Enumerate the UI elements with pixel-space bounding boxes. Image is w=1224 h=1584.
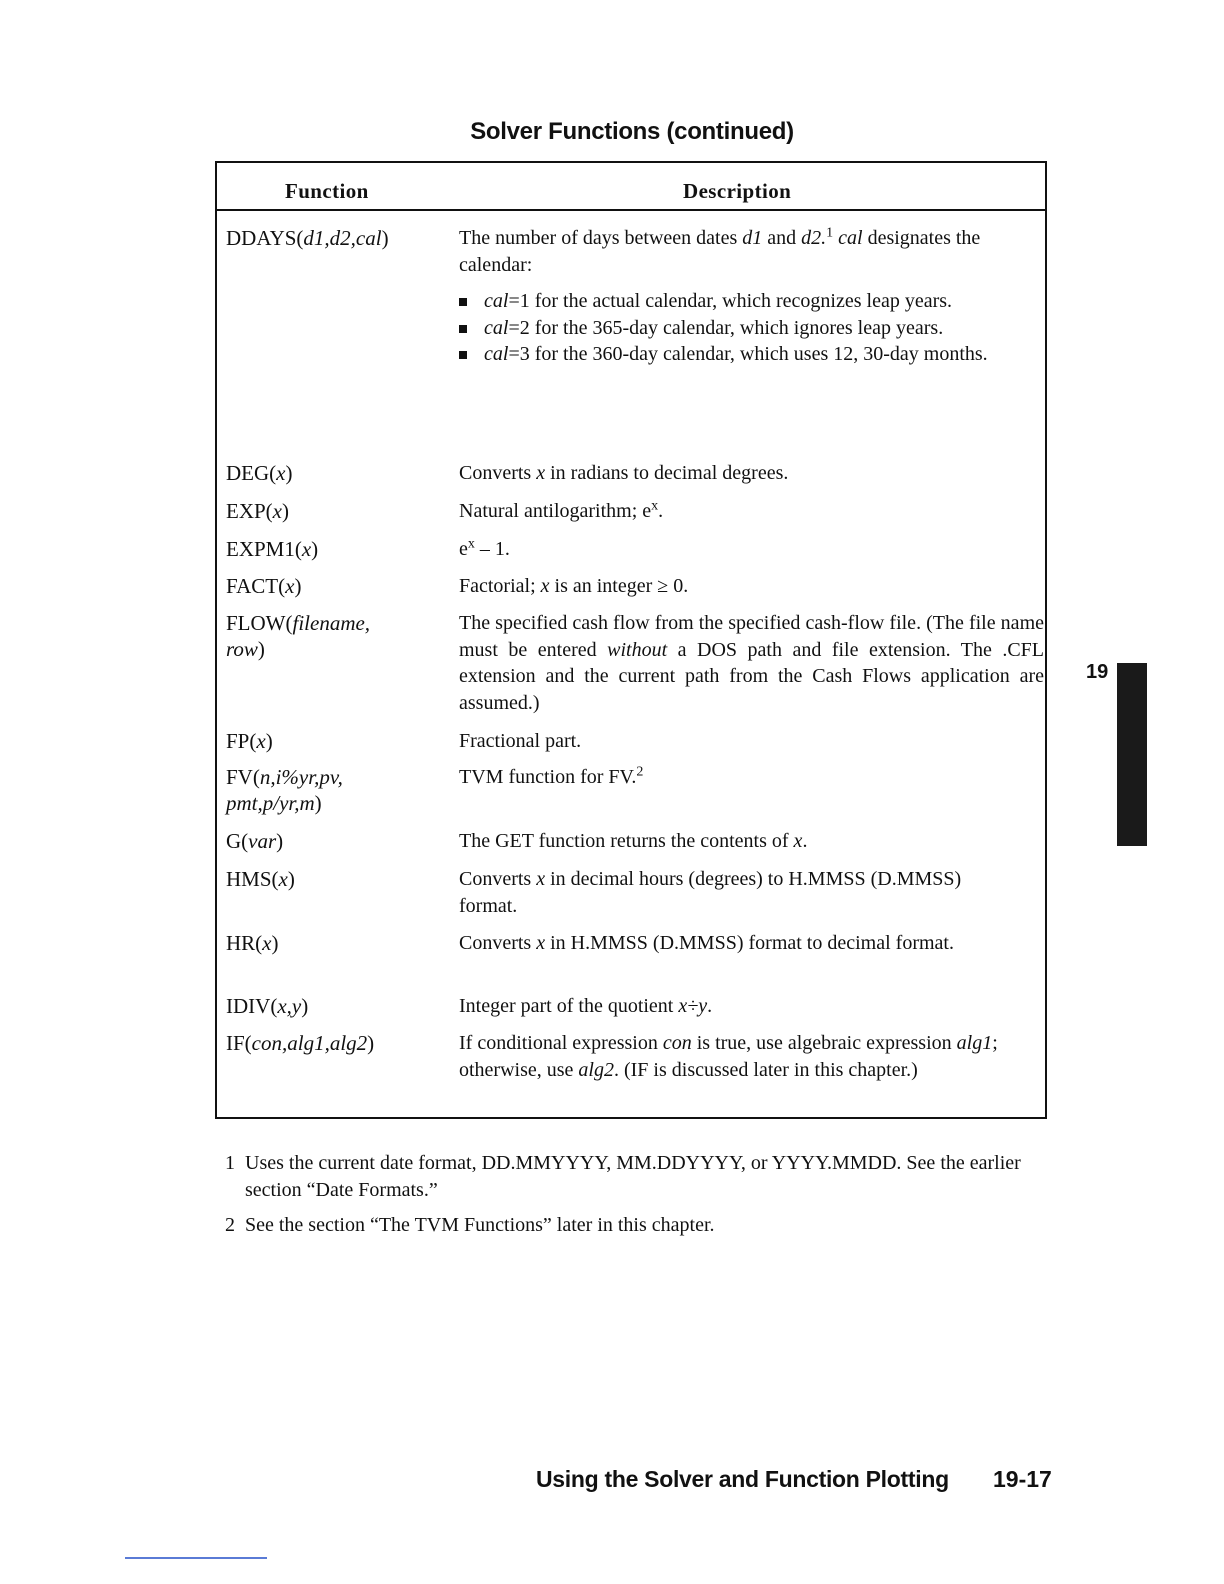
list-item (459, 315, 1044, 342)
description-cell (459, 764, 1044, 791)
function-args: con,alg1,alg2 (251, 1031, 368, 1055)
description-text: Natural antilogarithm; e (459, 500, 652, 522)
function-cell (226, 460, 292, 486)
function-args: x (276, 461, 286, 485)
list-item-text: =3 for the 360-day calendar, which uses 12, 30-day months. (508, 343, 988, 365)
function-name: HR( (226, 931, 263, 955)
exponent: x (651, 498, 659, 514)
description-var: cal (484, 316, 509, 339)
function-args: x (278, 867, 288, 891)
function-name: IDIV( (226, 994, 278, 1018)
functions-table (215, 161, 1047, 1119)
scan-underline-mark (125, 1557, 267, 1559)
function-cell (226, 764, 343, 816)
description-var: x÷y (678, 995, 708, 1017)
table-header (217, 163, 1045, 211)
function-cell (226, 930, 279, 956)
function-close: ) (271, 931, 279, 955)
function-cell (226, 536, 318, 562)
exponent: x (467, 536, 475, 552)
description-text: in radians to decimal degrees. (550, 462, 789, 484)
description-cell (459, 573, 1044, 600)
description-text: Converts (459, 462, 532, 484)
bullet-square-icon (459, 298, 467, 306)
list-item (459, 341, 1044, 368)
function-name: FP( (226, 729, 257, 753)
footnote (225, 1212, 1045, 1239)
description-cell (459, 225, 1044, 368)
list-item (459, 288, 1044, 315)
function-name: G( (226, 829, 249, 853)
description-var: cal (484, 343, 509, 365)
description-cell (459, 993, 1044, 1020)
description-text: – 1. (479, 538, 510, 560)
description-emphasis: without (607, 638, 668, 661)
description-text: designates the calendar: (459, 227, 981, 276)
function-close: ) (367, 1031, 375, 1055)
footer-title: Using the Solver and Function Plotting (536, 1466, 949, 1492)
description-var: x (536, 868, 546, 890)
function-cell (226, 828, 283, 854)
footnote-ref: 1 (826, 225, 834, 241)
function-close: ) (301, 994, 309, 1018)
description-var: cal (838, 227, 863, 249)
function-close: ) (282, 499, 289, 523)
function-cell (226, 498, 289, 524)
function-close: ) (285, 461, 293, 485)
function-cell (226, 866, 295, 892)
function-args: var (248, 829, 277, 853)
chapter-tab-bar (1117, 663, 1147, 846)
description-text: is an integer ≥ 0. (554, 575, 689, 597)
description-cell (459, 930, 1019, 957)
description-text: The specified cash flow from the specified cash-flow file. (The file name must be entered (459, 612, 1044, 661)
header-description: Description (683, 179, 792, 203)
function-args: x,y (277, 994, 302, 1018)
function-name: FV( (226, 765, 260, 789)
function-args: filename, (292, 611, 371, 635)
description-text: The number of days between dates (459, 227, 738, 249)
description-var: x (536, 932, 546, 954)
description-text: TVM function for FV. (459, 766, 637, 788)
description-cell (459, 728, 1044, 755)
description-cell (459, 828, 1044, 855)
bullet-square-icon (459, 351, 467, 359)
calendar-options-list (459, 288, 1044, 368)
function-args: x (272, 499, 282, 523)
description-text: in decimal hours (degrees) to H.MMSS (D.MMSS) format. (459, 868, 962, 917)
description-cell (459, 1030, 1019, 1083)
footnote-number: 2 (225, 1214, 235, 1236)
description-cell (459, 460, 1044, 487)
list-item-text: =1 for the actual calendar, which recognizes leap years. (508, 290, 953, 312)
description-text: . (707, 995, 713, 1017)
footnote-text: See the section “The TVM Functions” later in this chapter. (245, 1214, 715, 1236)
footnotes (225, 1150, 1045, 1247)
description-var: con (662, 1032, 692, 1054)
description-text: . (802, 830, 808, 852)
description-text: is true, use algebraic expression (696, 1032, 952, 1054)
bullet-square-icon (459, 325, 467, 333)
function-args: pmt,p/yr,m (226, 791, 315, 815)
description-var: d1 (742, 227, 763, 249)
function-args: d1,d2,cal (303, 226, 382, 250)
function-name: DEG( (226, 461, 277, 485)
function-name: FLOW( (226, 611, 293, 635)
description-text: e (459, 538, 468, 560)
function-close: ) (294, 574, 302, 598)
description-text: Converts (459, 868, 532, 890)
function-name: EXP( (226, 499, 273, 523)
page-title: Solver Functions (continued) (470, 118, 794, 145)
function-args: x (262, 931, 272, 955)
description-cell (459, 610, 1044, 716)
function-close: ) (257, 637, 265, 661)
function-args: x (285, 574, 295, 598)
description-text: . (658, 500, 664, 522)
function-close: ) (381, 226, 389, 250)
description-cell (459, 536, 1044, 563)
description-text: ; otherwise, use (459, 1032, 998, 1081)
function-close: ) (311, 537, 319, 561)
header-function: Function (285, 179, 369, 203)
footnote-ref: 2 (636, 764, 644, 780)
function-close: ) (265, 729, 273, 753)
function-close: ) (287, 867, 295, 891)
description-var: cal (484, 290, 509, 312)
function-cell (226, 610, 370, 662)
page-number: 19-17 (993, 1466, 1052, 1492)
function-args: x (301, 537, 312, 561)
description-text: Integer part of the quotient (459, 995, 674, 1017)
function-cell (226, 225, 389, 251)
description-var: x (793, 830, 803, 852)
description-var: alg1 (956, 1032, 993, 1054)
description-text: Fractional part. (459, 730, 582, 752)
list-item-text: =2 for the 365-day calendar, which ignores leap years. (508, 316, 944, 339)
function-name: IF( (226, 1031, 252, 1055)
function-close: ) (314, 791, 322, 815)
function-name: HMS( (226, 867, 279, 891)
function-close: ) (276, 829, 284, 853)
function-args: n,i%yr,pv, (259, 765, 343, 789)
function-cell (226, 993, 308, 1019)
description-text: a DOS path and file extension. The .CFL extension and the current path from the Cash Flows application are assumed.) (459, 638, 1045, 714)
description-text: Factorial; (459, 575, 536, 597)
description-cell (459, 866, 979, 919)
description-text: and (767, 227, 797, 249)
description-cell (459, 498, 1044, 525)
footnote (225, 1150, 1045, 1204)
function-cell (226, 1030, 374, 1056)
function-cell (226, 573, 301, 599)
description-var: x (536, 462, 546, 484)
description-text: If conditional expression (459, 1032, 658, 1054)
description-text: The GET function returns the contents of (459, 830, 789, 852)
chapter-tab-label: 19 (1086, 661, 1109, 683)
function-name: EXPM1( (226, 537, 302, 561)
function-cell (226, 728, 273, 754)
description-text: Converts (459, 932, 532, 954)
function-args: x (256, 729, 266, 753)
description-var: alg2 (578, 1058, 614, 1081)
footnote-number: 1 (225, 1152, 235, 1174)
description-text: in H.MMSS (D.MMSS) format to decimal format. (550, 932, 954, 954)
function-name: FACT( (226, 574, 286, 598)
function-args: row (226, 637, 258, 661)
description-var: x (540, 575, 550, 597)
footnote-text: Uses the current date format, DD.MMYYYY, MM.DDYYYY, or YYYY.MMDD. See the earlier section “Date Formats.” (245, 1152, 1021, 1201)
description-var: d2. (801, 227, 827, 249)
function-name: DDAYS( (226, 226, 304, 250)
description-text: . (IF is discussed later in this chapter.) (613, 1058, 918, 1081)
